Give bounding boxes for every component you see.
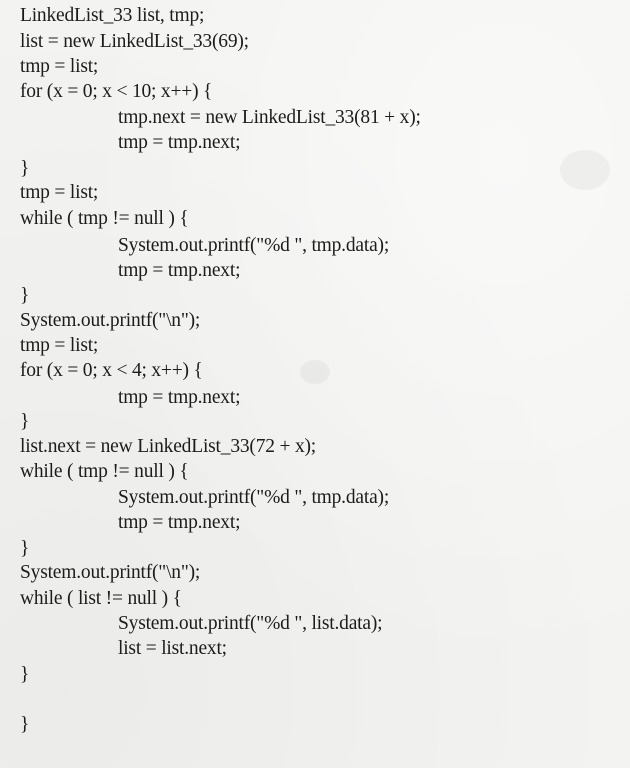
- paper-smudge: [300, 360, 330, 384]
- code-line: }: [20, 285, 30, 306]
- code-line: tmp = list;: [20, 182, 99, 203]
- code-line: for (x = 0; x < 10; x++) {: [20, 81, 213, 102]
- code-line: }: [20, 714, 30, 735]
- code-line: }: [20, 411, 30, 432]
- code-line: System.out.printf("\n");: [20, 310, 201, 331]
- code-line: LinkedList_33 list, tmp;: [20, 5, 205, 26]
- code-line: System.out.printf("%d ", list.data);: [118, 613, 383, 634]
- code-line: tmp.next = new LinkedList_33(81 + x);: [118, 107, 421, 128]
- code-line: while ( tmp != null ) {: [20, 208, 189, 229]
- code-line: while ( list != null ) {: [20, 588, 182, 609]
- code-line: }: [20, 664, 30, 685]
- code-line: for (x = 0; x < 4; x++) {: [20, 360, 203, 381]
- code-line: tmp = list;: [20, 56, 99, 77]
- code-line: tmp = tmp.next;: [118, 512, 241, 533]
- code-line: System.out.printf("%d ", tmp.data);: [118, 487, 390, 508]
- paper-smudge: [560, 150, 610, 190]
- code-line: tmp = tmp.next;: [118, 387, 241, 408]
- code-line: System.out.printf("%d ", tmp.data);: [118, 235, 390, 256]
- code-line: list = new LinkedList_33(69);: [20, 31, 249, 52]
- code-line: tmp = tmp.next;: [118, 132, 241, 153]
- code-line: tmp = list;: [20, 335, 99, 356]
- code-line: System.out.printf("\n");: [20, 562, 201, 583]
- code-line: while ( tmp != null ) {: [20, 461, 189, 482]
- code-line: list = list.next;: [118, 638, 227, 659]
- code-line: }: [20, 538, 30, 559]
- code-line: }: [20, 158, 30, 179]
- code-line: list.next = new LinkedList_33(72 + x);: [20, 436, 317, 457]
- code-line: tmp = tmp.next;: [118, 260, 241, 281]
